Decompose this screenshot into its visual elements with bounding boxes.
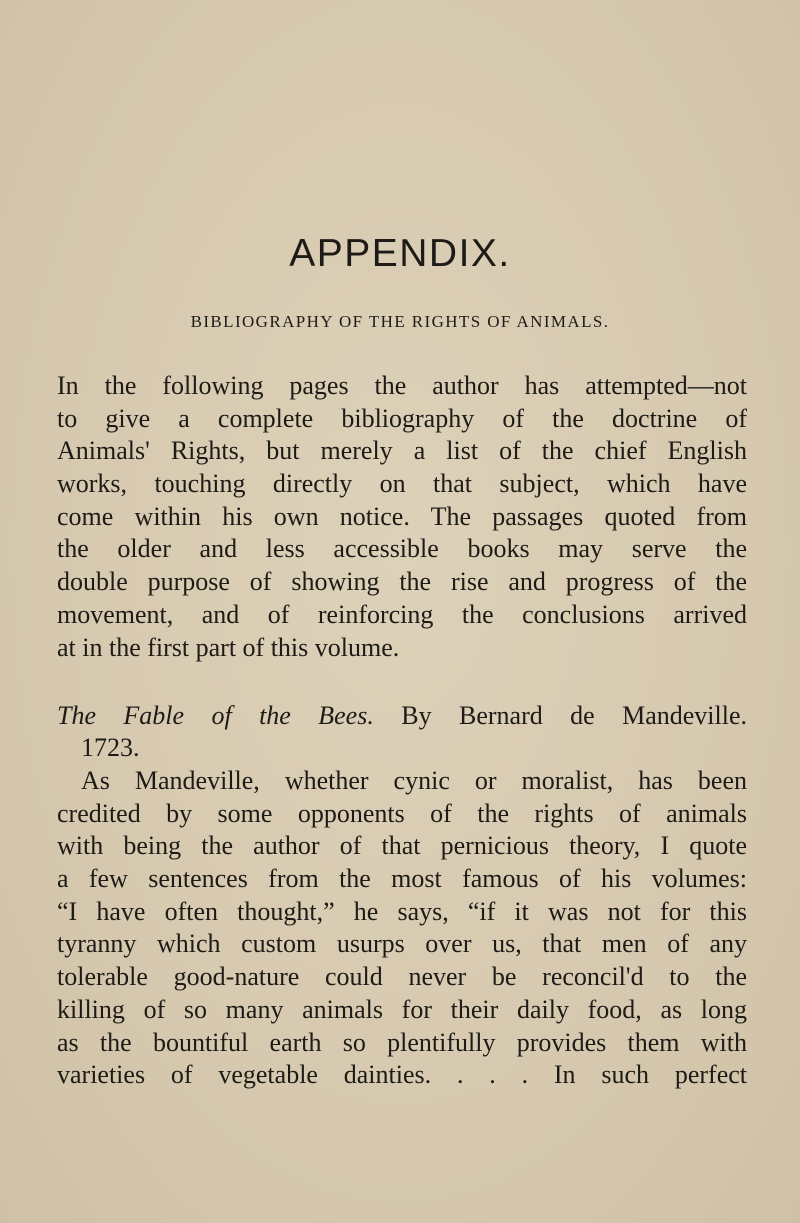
intro-line: come within his own notice. The passages quoted from xyxy=(57,501,747,531)
entry-paragraph xyxy=(57,765,747,1092)
bibliography-entry xyxy=(57,700,747,733)
body-line: credited by some opponents of the rights of animals xyxy=(57,798,747,828)
intro-line: double purpose of showing the rise and progress of the xyxy=(57,567,747,597)
body-line: tolerable good-nature could never be reconcil'd to the xyxy=(57,962,747,992)
intro-line: to give a complete bibliography of the doctrine of xyxy=(57,403,747,433)
body-line: As Mandeville, whether cynic or moralist, has been xyxy=(81,766,747,795)
intro-line: works, touching directly on that subject, which have xyxy=(57,469,747,499)
entry-title: The Fable of the Bees. xyxy=(57,701,374,730)
intro-line: the older and less accessible books may serve the xyxy=(57,534,747,564)
bibliography-subheading: BIBLIOGRAPHY OF THE RIGHTS OF ANIMALS. xyxy=(190,312,610,331)
body-line: a few sentences from the most famous of his volumes: xyxy=(57,864,747,894)
intro-line: movement, and of reinforcing the conclusions arrived xyxy=(57,599,747,629)
appendix-heading: APPENDIX. xyxy=(289,232,511,275)
intro-paragraph xyxy=(57,370,747,664)
entry-heading-line xyxy=(57,700,747,733)
body-line: “I have often thought,” he says, “if it was not for this xyxy=(57,896,747,926)
intro-line: In the following pages the author has attempted—not xyxy=(57,371,747,400)
entry-year: 1723. xyxy=(81,733,140,762)
body-line: killing of so many animals for their daily food, as long xyxy=(57,994,747,1024)
entry-author: By Bernard de Mandeville. xyxy=(401,701,747,730)
intro-line: at in the first part of this volume. xyxy=(57,632,400,662)
body-line: tyranny which custom usurps over us, that men of any xyxy=(57,929,747,959)
body-line: as the bountiful earth so plentifully provides them with xyxy=(57,1027,747,1057)
entry-year-block xyxy=(57,732,747,765)
body-line: with being the author of that pernicious theory, I quote xyxy=(57,831,747,861)
body-line: varieties of vegetable dainties. . . . In such perfect xyxy=(57,1060,747,1090)
intro-line: Animals' Rights, but merely a list of the chief English xyxy=(57,436,747,466)
